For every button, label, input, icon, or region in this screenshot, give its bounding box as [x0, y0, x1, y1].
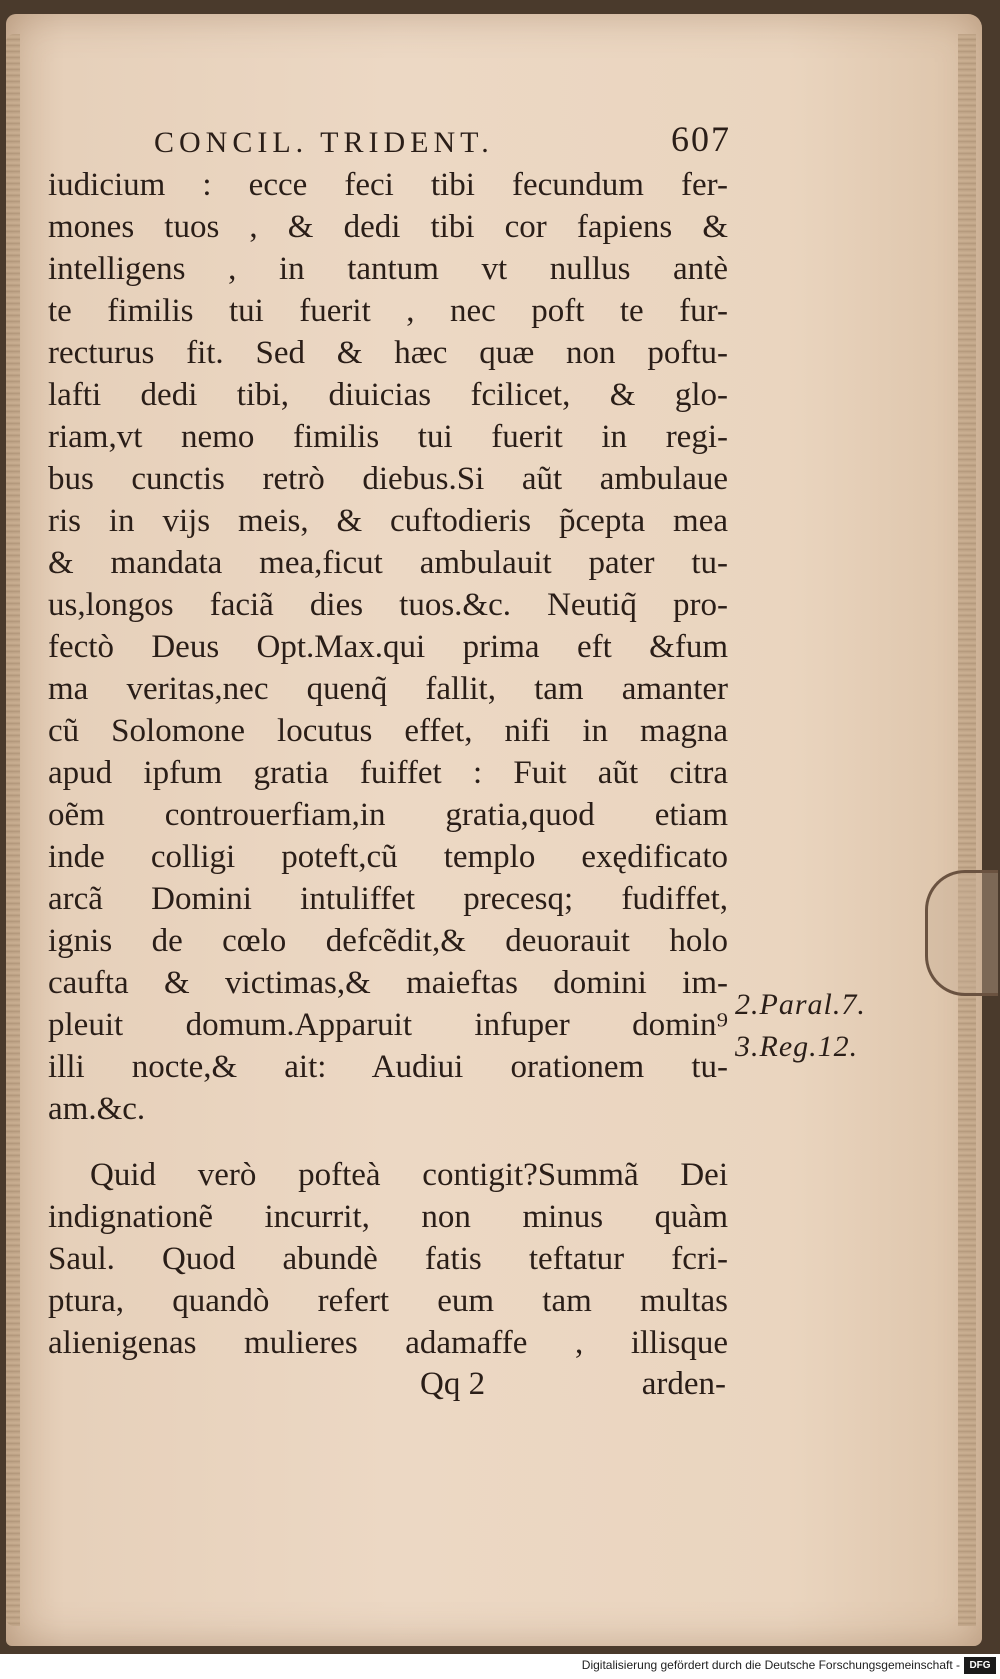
margin-note-paralipomenon: 2.Paral.7.	[735, 988, 866, 1021]
text-line: apud ipfum gratia fuiffet : Fuit aũt citra	[48, 755, 728, 791]
text-line: Saul. Quod abundè fatis teftatur fcri-	[48, 1241, 728, 1277]
text-line: lafti dedi tibi, diuicias fcilicet, & glo-	[48, 377, 728, 413]
text-line: oẽm controuerfiam,in gratia,quod etiam	[48, 797, 728, 833]
text-line: caufta & victimas,& maieftas domini im-	[48, 965, 728, 1001]
running-head-title: CONCIL. TRIDENT.	[154, 126, 494, 159]
text-line: Quid verò pofteà contigit?Summã Dei	[90, 1157, 728, 1193]
text-line: ignis de cœlo defcẽdit,& deuorauit holo	[48, 923, 728, 959]
page-number: 607	[671, 119, 731, 159]
text-line: ris in vijs meis, & cuftodieris p̃cepta mea	[48, 503, 728, 539]
signature-mark: Qq 2	[420, 1366, 486, 1402]
text-line: ptura, quandò refert eum tam multas	[48, 1283, 728, 1319]
text-line: cũ Solomone locutus effet, nifi in magna	[48, 713, 728, 749]
paragraph-gap	[48, 1130, 728, 1154]
credit-bar	[0, 1654, 1000, 1679]
text-line: indignationẽ incurrit, non minus quàm	[48, 1199, 728, 1235]
text-line: & mandata mea,ficut ambulauit pater tu-	[48, 545, 728, 581]
text-block	[48, 118, 731, 1408]
page-edge-right	[958, 34, 976, 1626]
text-line: intelligens , in tantum vt nullus antè	[48, 251, 728, 287]
dfg-logo: DFG	[964, 1657, 996, 1674]
paragraph-2	[48, 1154, 728, 1364]
text-line: alienigenas mulieres adamaffe , illisque	[48, 1325, 728, 1361]
text-line: arcã Domini intuliffet precesq; fudiffet,	[48, 881, 728, 917]
text-line: bus cunctis retrò diebus.Si aũt ambulaue	[48, 461, 728, 497]
catchword: arden-	[641, 1366, 726, 1402]
text-line: us,longos faciã dies tuos.&c. Neutiq̃ pro-	[48, 587, 728, 623]
text-line: riam,vt nemo fimilis tui fuerit in regi-	[48, 419, 728, 455]
text-line: pleuit domum.Apparuit infuper domin⁹	[48, 1007, 728, 1043]
text-line: recturus fit. Sed & hæc quæ non poftu-	[48, 335, 728, 371]
book-clasp	[925, 870, 998, 996]
paragraph-1	[48, 164, 728, 1130]
text-line: iudicium : ecce feci tibi fecundum fer-	[48, 167, 728, 203]
page-footer	[48, 1366, 728, 1408]
text-line: am.&c.	[48, 1091, 146, 1127]
margin-note-regum: 3.Reg.12.	[735, 1030, 859, 1063]
text-line: fectò Deus Opt.Max.qui prima eft &fum	[48, 629, 728, 665]
credit-text: Digitalisierung gefördert durch die Deutsche Forschungsgemeinschaft -	[581, 1658, 960, 1672]
running-head	[48, 118, 731, 164]
text-line: mones tuos , & dedi tibi cor fapiens &	[48, 209, 728, 245]
text-line: inde colligi poteft,cũ templo exędificato	[48, 839, 728, 875]
text-line: te fimilis tui fuerit , nec poft te fur-	[48, 293, 728, 329]
page-edge-left	[6, 34, 20, 1626]
text-line: illi nocte,& ait: Audiui orationem tu-	[48, 1049, 728, 1085]
text-line: ma veritas,nec quenq̃ fallit, tam amanter	[48, 671, 728, 707]
